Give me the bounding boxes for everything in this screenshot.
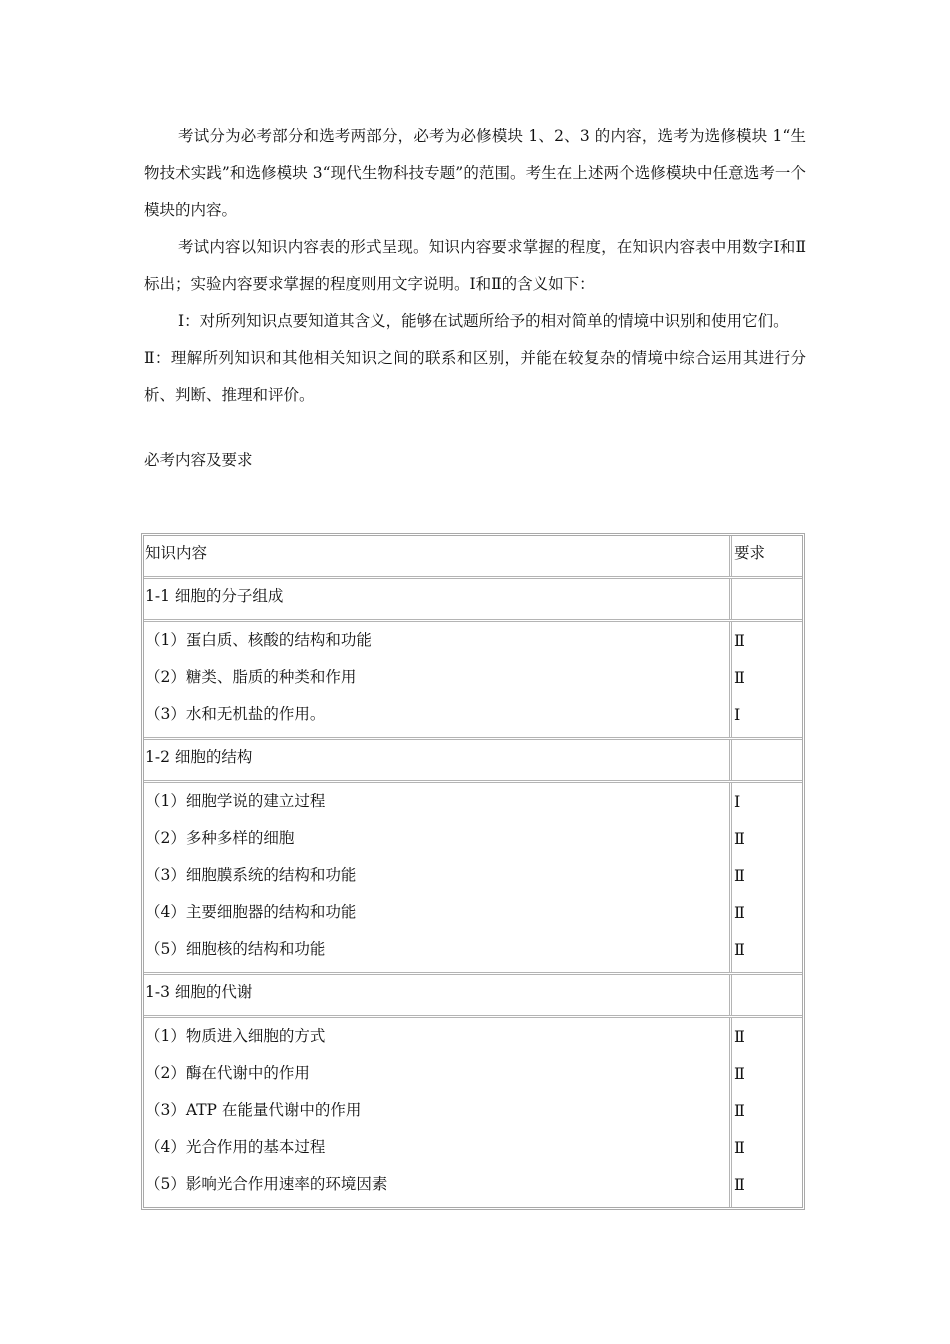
group-title: 1-1 细胞的分子组成 — [144, 579, 732, 619]
group-items-row — [144, 783, 802, 975]
table-header-row — [144, 536, 802, 579]
requirement-level: Ⅱ — [734, 1138, 745, 1157]
items-knowledge-cell — [144, 783, 732, 972]
list-item: （4）光合作用的基本过程 — [145, 1138, 326, 1156]
group-row — [144, 579, 802, 622]
requirement-level: Ⅱ — [734, 1064, 745, 1083]
requirement-level: Ⅱ — [734, 829, 745, 848]
list-item: （3）水和无机盐的作用。 — [145, 705, 326, 723]
list-item: （5）影响光合作用速率的环境因素 — [145, 1175, 388, 1193]
requirement-level: Ⅱ — [734, 866, 745, 885]
requirement-level: Ⅱ — [734, 631, 745, 650]
items-requirement-cell — [732, 622, 802, 737]
list-item: （2）多种多样的细胞 — [145, 829, 295, 847]
group-requirement-empty — [732, 579, 802, 619]
group-requirement-empty — [732, 975, 802, 1015]
group-requirement-empty — [732, 740, 802, 780]
requirement-level: Ⅰ — [734, 792, 741, 811]
list-item: （3）ATP 在能量代谢中的作用 — [145, 1101, 362, 1119]
items-knowledge-cell — [144, 1018, 732, 1207]
requirement-level: Ⅱ — [734, 1101, 745, 1120]
group-title: 1-2 细胞的结构 — [144, 740, 732, 780]
group-items-row — [144, 622, 802, 740]
list-item: （1）细胞学说的建立过程 — [145, 792, 326, 810]
list-item: （4）主要细胞器的结构和功能 — [145, 903, 357, 921]
items-requirement-cell — [732, 1018, 802, 1207]
items-knowledge-cell — [144, 622, 732, 737]
requirement-level: Ⅰ — [734, 705, 741, 724]
list-item: （1）物质进入细胞的方式 — [145, 1027, 326, 1045]
requirement-level: Ⅱ — [734, 1027, 745, 1046]
requirements-table — [141, 533, 805, 1210]
intro-paragraph-content-format: 考试内容以知识内容表的形式呈现。知识内容要求掌握的程度，在知识内容表中用数字Ⅰ和Ⅱ标出；实验内容要求掌握的程度则用文字说明。Ⅰ和Ⅱ的含义如下： — [144, 238, 806, 293]
document-body — [144, 118, 806, 479]
definition-level-1: Ⅰ：对所列知识点要知道其含义，能够在试题所给予的相对简单的情境中识别和使用它们。 — [178, 312, 789, 330]
group-title: 1-3 细胞的代谢 — [144, 975, 732, 1015]
group-row — [144, 975, 802, 1018]
group-items-row — [144, 1018, 802, 1207]
list-item: （2）糖类、脂质的种类和作用 — [145, 668, 357, 686]
list-item: （2）酶在代谢中的作用 — [145, 1064, 310, 1082]
items-requirement-cell — [732, 783, 802, 972]
section-title: 必考内容及要求 — [144, 451, 253, 469]
requirement-level: Ⅱ — [734, 668, 745, 687]
requirement-level: Ⅱ — [734, 1175, 745, 1194]
header-knowledge: 知识内容 — [144, 536, 732, 576]
header-requirement: 要求 — [734, 544, 766, 562]
requirement-level: Ⅱ — [734, 903, 745, 922]
list-item: （1）蛋白质、核酸的结构和功能 — [145, 631, 372, 649]
list-item: （3）细胞膜系统的结构和功能 — [145, 866, 357, 884]
definition-level-2: Ⅱ：理解所列知识和其他相关知识之间的联系和区别，并能在较复杂的情境中综合运用其进行分析、判断、推理和评价。 — [144, 349, 806, 404]
requirement-level: Ⅱ — [734, 940, 745, 959]
group-row — [144, 740, 802, 783]
list-item: （5）细胞核的结构和功能 — [145, 940, 326, 958]
intro-paragraph-exam-structure: 考试分为必考部分和选考两部分，必考为必修模块 1、2、3 的内容，选考为选修模块 1“生物技术实践”和选修模块 3“现代生物科技专题”的范围。考生在上述两个选修模块中任意选考一个模块的内容。 — [144, 127, 806, 219]
